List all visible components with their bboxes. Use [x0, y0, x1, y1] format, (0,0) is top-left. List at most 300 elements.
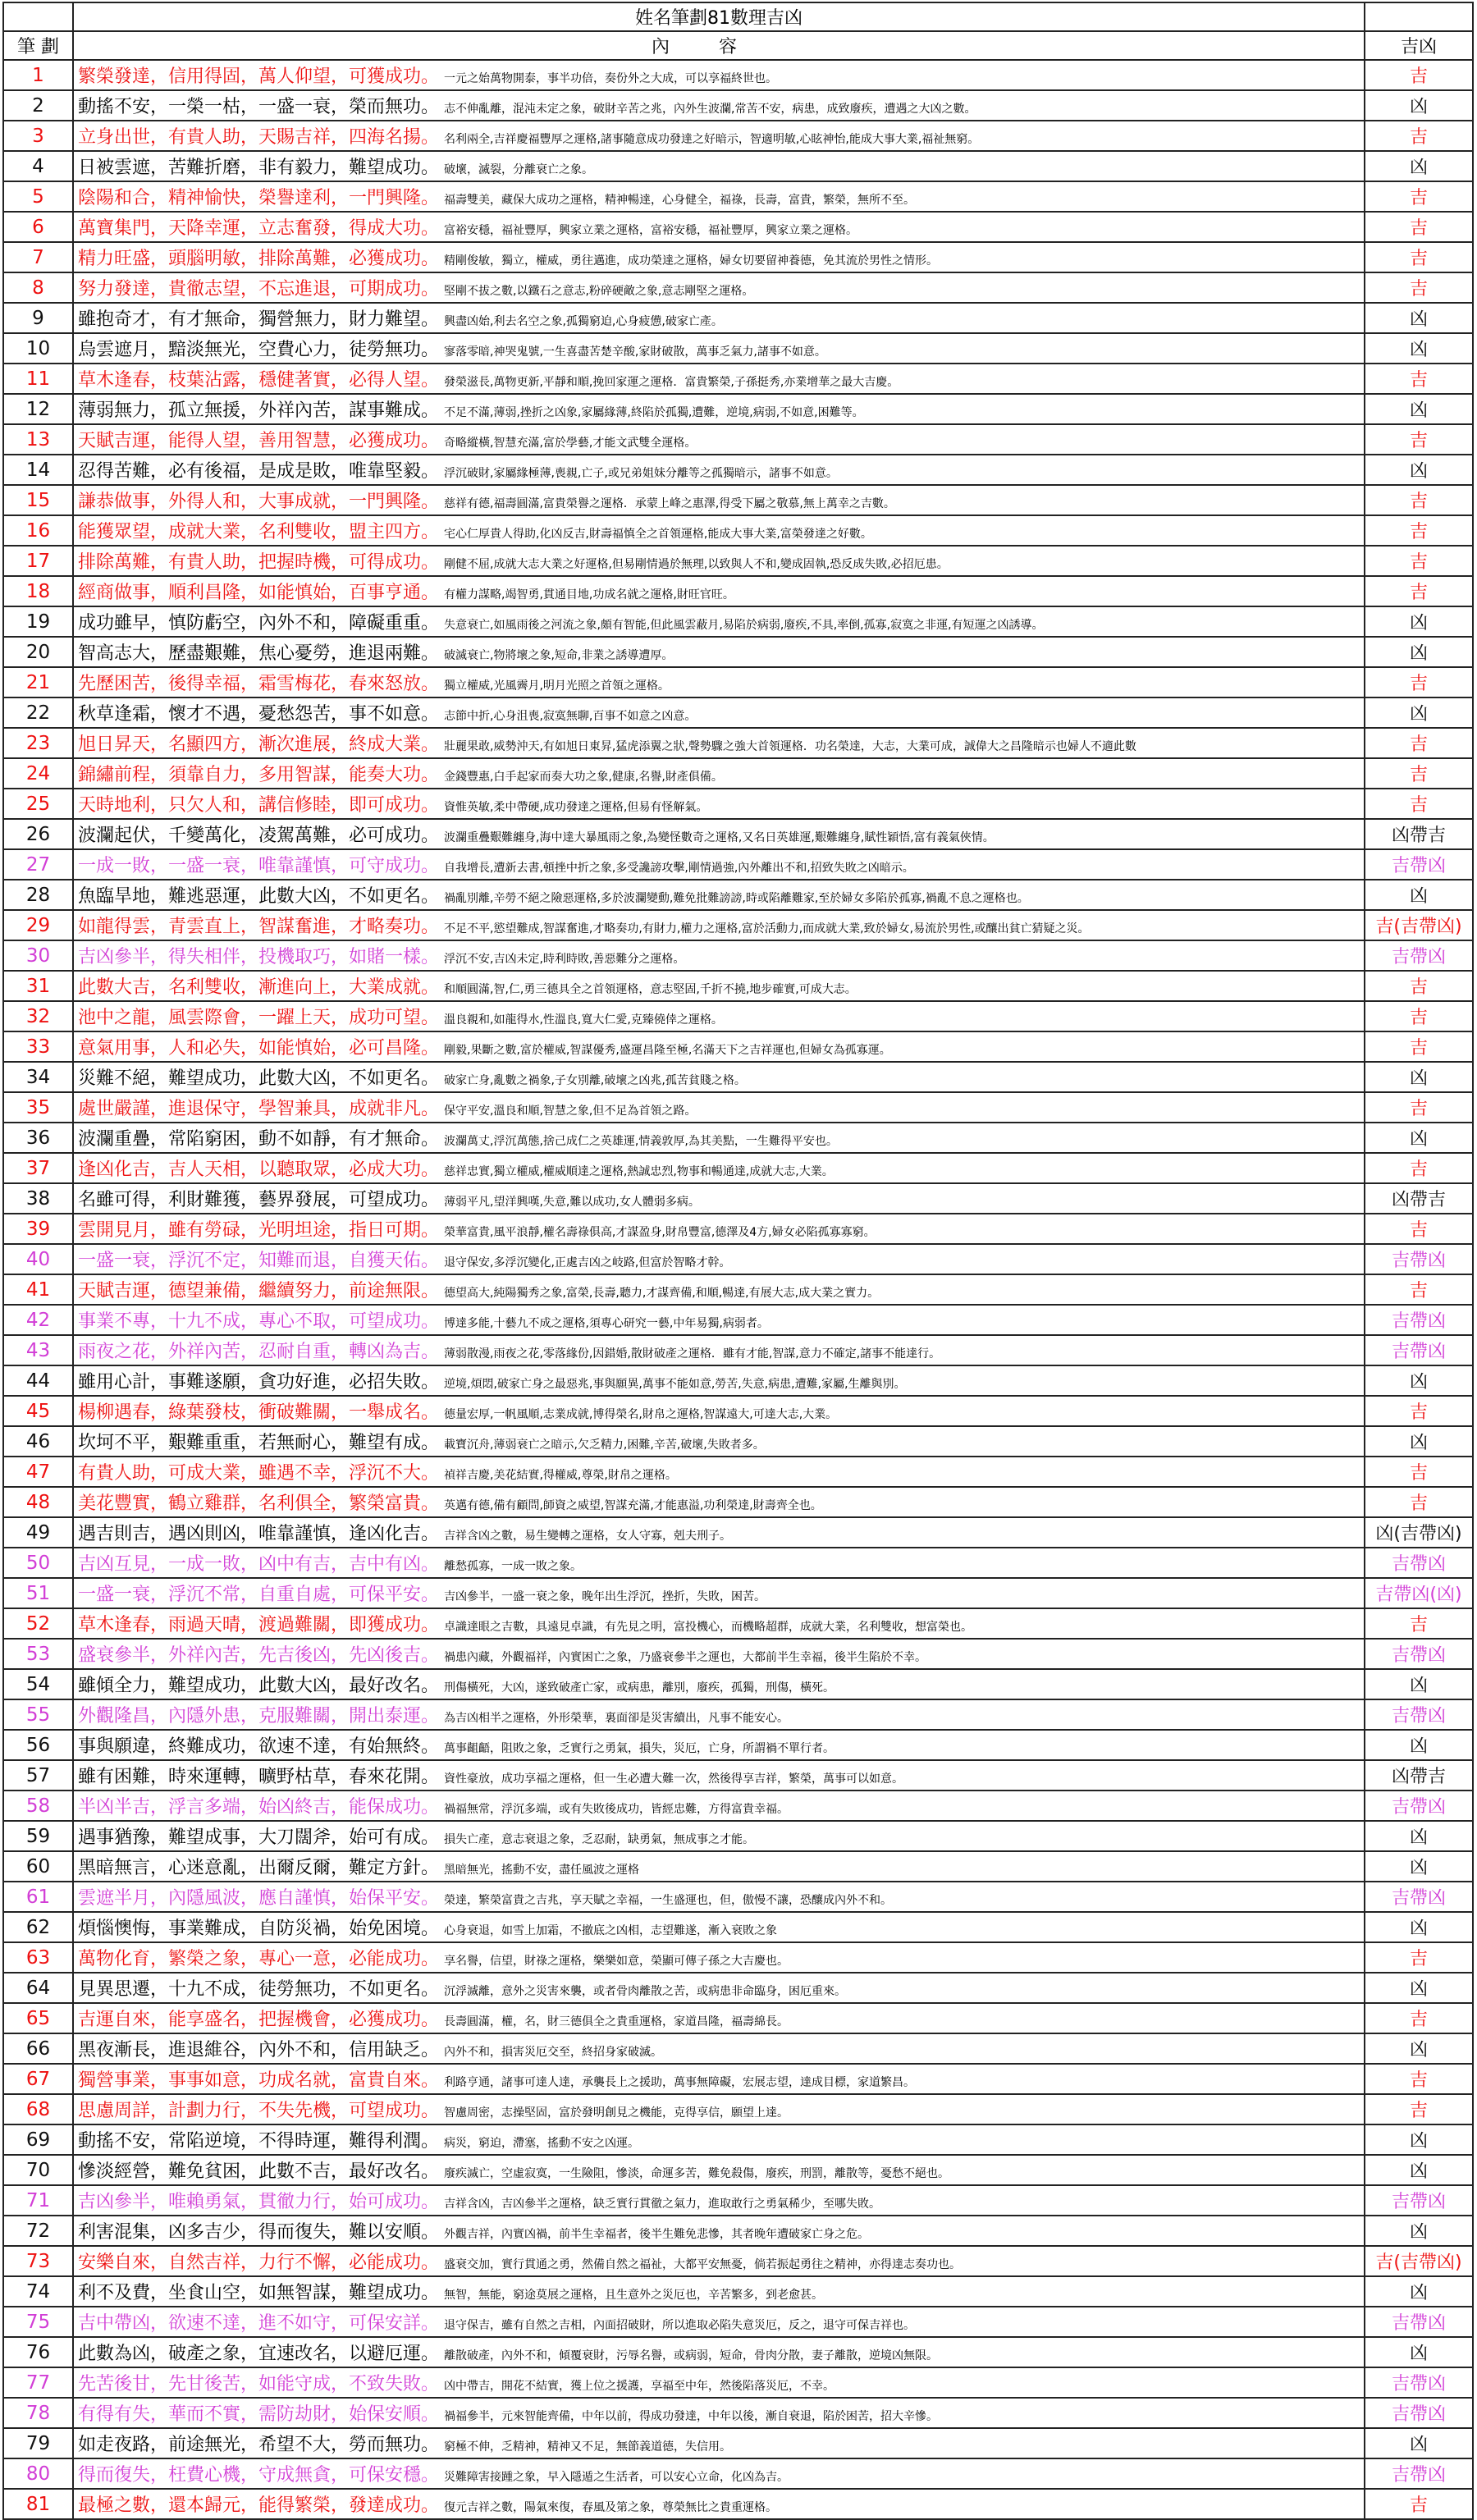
row-result: 凶	[1365, 2216, 1473, 2246]
row-phrase: 此數大吉，名利雙收，漸進向上，大業成就。	[78, 977, 440, 998]
table-row	[3, 1851, 1473, 1882]
row-content	[73, 819, 1365, 849]
row-content	[73, 1214, 1365, 1244]
row-explanation: 有權力謀略,竭智勇,貫通目地,功成名就之運格,財旺官旺。	[444, 588, 734, 601]
row-result: 吉帶凶	[1365, 1791, 1473, 1821]
row-explanation: 利路亨通，諸事可達人達，承襲長上之援助，萬事無障礙，宏展志望，達成目標，家道繁昌。	[444, 2076, 916, 2089]
row-content	[73, 2003, 1365, 2033]
row-number: 18	[3, 576, 73, 606]
row-content	[73, 2246, 1365, 2276]
row-phrase: 雖傾全力，難望成功，此數大凶，最好改名。	[78, 1676, 440, 1696]
row-result: 吉	[1365, 364, 1473, 394]
row-phrase: 有貴人助，可成大業，雖遇不幸，浮沉不大。	[78, 1463, 440, 1484]
table-row	[3, 90, 1473, 121]
row-content	[73, 121, 1365, 151]
row-number: 9	[3, 303, 73, 333]
row-result: 凶	[1365, 1365, 1473, 1396]
row-explanation: 復元吉祥之數，陽氣來復，春風及第之象，尊榮無比之貴重運格。	[444, 2501, 778, 2514]
row-explanation: 壯麗果敢,威勢沖天,有如旭日東昇,猛虎添翼之狀,聲勢驟之強大首領運格．功名榮達，大志，大業可成，誠偉大之昌隆暗示也婦人不適此數	[444, 740, 1136, 753]
row-explanation: 災難障害接踵之象，早入隱遁之生活者，可以安心立命，化凶為吉。	[444, 2471, 789, 2484]
row-content	[73, 272, 1365, 303]
row-result: 吉帶凶	[1365, 1639, 1473, 1669]
table-row	[3, 1639, 1473, 1669]
table-row	[3, 212, 1473, 242]
row-phrase: 吉凶互見，一成一敗，凶中有吉，吉中有凶。	[78, 1554, 440, 1575]
row-phrase: 災難不絕，難望成功，此數大凶，不如更名。	[78, 1068, 440, 1089]
table-row	[3, 1426, 1473, 1457]
row-explanation: 破家亡身,亂數之禍象,子女別離,破壞之凶兆,孤苦貧賤之格。	[444, 1074, 746, 1087]
row-phrase: 黑夜漸長，進退維谷，內外不和，信用缺乏。	[78, 2040, 440, 2060]
row-explanation: 英邁有德,備有顧問,師資之威望,智謀充滿,才能惠溢,功利榮達,財壽齊全也。	[444, 1499, 822, 1512]
row-explanation: 波瀾萬丈,浮沉萬態,捨己成仁之英雄運,情義敦厚,為其美點，一生難得平安也。	[444, 1135, 838, 1148]
table-row	[3, 1457, 1473, 1487]
row-content	[73, 1517, 1365, 1548]
row-number: 12	[3, 394, 73, 424]
table-row	[3, 242, 1473, 272]
row-number: 71	[3, 2185, 73, 2216]
row-content	[73, 1457, 1365, 1487]
row-number: 75	[3, 2307, 73, 2337]
table-row	[3, 1669, 1473, 1699]
row-phrase: 經商做事，順利昌隆，如能慎始，百事亨通。	[78, 583, 440, 603]
row-phrase: 謙恭做事，外得人和，大事成就，一門興隆。	[78, 492, 440, 512]
row-phrase: 黑暗無言，心迷意亂，出爾反爾，難定方針。	[78, 1858, 440, 1878]
row-explanation: 黑暗無光，搖動不安，盡任風波之運格	[444, 1864, 640, 1877]
row-explanation: 內外不和，損害災厄交至，終招身家破滅。	[444, 2046, 663, 2059]
row-explanation: 刑傷橫死，大凶，遂致破產亡家，或病患，離別，廢疾，孤獨，刑傷，橫死。	[444, 1681, 835, 1694]
row-phrase: 煩惱懊悔，事業難成，自防災禍，始免困境。	[78, 1919, 440, 1939]
row-explanation: 自我增長,遭新去書,頓挫中折之象,多受讒謗攻擊,剛情過強,內外離出不和,招致失敗之凶暗示。	[444, 862, 914, 875]
row-explanation: 禎祥吉慶,美花結實,得權威,尊榮,財帛之運格。	[444, 1469, 677, 1482]
row-content	[73, 2094, 1365, 2124]
row-phrase: 吉中帶凶，欲速不達，進不如守，可保安詳。	[78, 2313, 440, 2334]
row-result: 吉	[1365, 1214, 1473, 1244]
row-explanation: 萬事齟齬，阻敗之象，乏實行之勇氣，損失，災厄，亡身，所謂禍不單行者。	[444, 1742, 835, 1755]
column-header-row	[3, 31, 1473, 60]
row-explanation: 浮沉破財,家屬緣極薄,喪親,亡子,或兄弟姐妹分離等之孤獨暗示，諸事不如意。	[444, 467, 838, 480]
row-phrase: 坎坷不平，艱難重重，若無耐心，難望有成。	[78, 1433, 440, 1453]
row-result: 凶	[1365, 1851, 1473, 1882]
table-row	[3, 1912, 1473, 1942]
row-result: 凶	[1365, 1426, 1473, 1457]
table-row	[3, 2033, 1473, 2064]
row-content	[73, 1487, 1365, 1517]
row-explanation: 富裕安穩，福祉豐厚，興家立業之運格，富裕安穩，福祉豐厚，興家立業之運格。	[444, 224, 858, 237]
table-row	[3, 121, 1473, 151]
row-number: 8	[3, 272, 73, 303]
row-content	[73, 1153, 1365, 1183]
row-phrase: 萬物化育，繁榮之象，專心一意，必能成功。	[78, 1949, 440, 1969]
row-number: 69	[3, 2124, 73, 2155]
row-phrase: 利害混集，凶多吉少，得而復失，難以安順。	[78, 2222, 440, 2243]
row-phrase: 波瀾重疊，常陷窮困，動不如靜，有才無命。	[78, 1129, 440, 1150]
row-number: 49	[3, 1517, 73, 1548]
row-content	[73, 394, 1365, 424]
table-row	[3, 819, 1473, 849]
table-row	[3, 1699, 1473, 1730]
row-content	[73, 880, 1365, 910]
row-explanation: 資性豪放，成功享福之運格，但一生必遭大難一次，然後得享吉祥，繁榮，萬事可以如意。	[444, 1772, 904, 1786]
table-row	[3, 1062, 1473, 1092]
row-number: 33	[3, 1031, 73, 1062]
row-number: 26	[3, 819, 73, 849]
table-row	[3, 1791, 1473, 1821]
row-explanation: 慈祥有德,福壽圓滿,富貴榮譽之運格．承蒙上峰之惠澤,得受下屬之敬慕,無上萬幸之吉數。	[444, 497, 895, 510]
row-number: 10	[3, 333, 73, 364]
row-explanation: 逆境,煩悶,破家亡身之最惡兆,事與願異,萬事不能如意,勞苦,失意,病患,遭難,家屬,生離與別。	[444, 1378, 906, 1391]
row-number: 4	[3, 151, 73, 181]
row-result: 凶	[1365, 2033, 1473, 2064]
row-result: 凶(吉帶凶)	[1365, 1517, 1473, 1548]
table-row	[3, 1305, 1473, 1335]
row-content	[73, 971, 1365, 1001]
row-number: 29	[3, 910, 73, 940]
row-phrase: 吉運自來，能享盛名，把握機會，必獲成功。	[78, 2010, 440, 2030]
row-result: 吉	[1365, 758, 1473, 789]
row-number: 66	[3, 2033, 73, 2064]
row-explanation: 廢疾滅亡，空虛寂寞，一生險阻，慘淡，命運多苦，難免殺傷，廢疾，刑罰，離散等，憂愁不絕也。	[444, 2167, 950, 2180]
row-content	[73, 2064, 1365, 2094]
table-row	[3, 910, 1473, 940]
row-number: 3	[3, 121, 73, 151]
row-number: 65	[3, 2003, 73, 2033]
row-explanation: 無智，無能，窮途莫展之運格，且生意外之災厄也，辛苦繁多，到老愈甚。	[444, 2289, 824, 2302]
row-content	[73, 1791, 1365, 1821]
row-result: 吉帶凶	[1365, 1335, 1473, 1365]
row-phrase: 如龍得雲，青雲直上，智謀奮進，才略奏功。	[78, 917, 440, 937]
row-content	[73, 1031, 1365, 1062]
row-result: 凶	[1365, 455, 1473, 485]
table-row	[3, 606, 1473, 637]
row-number: 37	[3, 1153, 73, 1183]
row-result: 吉	[1365, 971, 1473, 1001]
row-phrase: 繁榮發達，信用得固，萬人仰望，可獲成功。	[78, 66, 440, 87]
table-row	[3, 1153, 1473, 1183]
row-content	[73, 546, 1365, 576]
row-number: 44	[3, 1365, 73, 1396]
row-number: 56	[3, 1730, 73, 1760]
row-content	[73, 364, 1365, 394]
table-row	[3, 637, 1473, 667]
row-phrase: 一成一敗，一盛一衰，唯靠謹慎，可守成功。	[78, 856, 440, 876]
row-content	[73, 1365, 1365, 1396]
row-content	[73, 1669, 1365, 1699]
row-result: 吉(吉帶凶)	[1365, 910, 1473, 940]
row-explanation: 發榮滋長,萬物更新,平靜和順,挽回家運之運格．富貴繁榮,子孫挺秀,亦業增華之最大吉慶。	[444, 376, 899, 389]
row-content	[73, 1426, 1365, 1457]
row-result: 凶	[1365, 2428, 1473, 2458]
row-phrase: 此數為凶，破產之象，宜速改名，以避厄運。	[78, 2344, 440, 2364]
table-row	[3, 151, 1473, 181]
row-number: 17	[3, 546, 73, 576]
row-content	[73, 2428, 1365, 2458]
row-explanation: 精剛俊敏，獨立，權威，勇往邁進，成功榮達之運格，婦女切要留神養德，免其流於男性之情形。	[444, 254, 939, 268]
row-content	[73, 2398, 1365, 2428]
row-number: 21	[3, 667, 73, 697]
row-explanation: 資惟英敏,柔中帶硬,成功發達之運格,但易有怪解氣。	[444, 801, 708, 814]
row-phrase: 努力發達，貴徹志望，不忘進退，可期成功。	[78, 279, 440, 300]
table-row	[3, 1730, 1473, 1760]
row-phrase: 思慮周詳，計劃力行，不失先機，可望成功。	[78, 2101, 440, 2121]
row-number: 55	[3, 1699, 73, 1730]
row-result: 吉	[1365, 2003, 1473, 2033]
table-row	[3, 272, 1473, 303]
row-content	[73, 1396, 1365, 1426]
row-phrase: 精力旺盛，頭腦明敏，排除萬難，必獲成功。	[78, 249, 440, 269]
row-number: 32	[3, 1001, 73, 1031]
table-row	[3, 880, 1473, 910]
row-number: 59	[3, 1821, 73, 1851]
row-number: 1	[3, 60, 73, 90]
row-explanation: 禍福無常，浮沉多端，或有失敗後成功，皆經忠難，方得富貴幸福。	[444, 1803, 789, 1816]
row-phrase: 處世嚴謹，進退保守，學智兼具，成就非凡。	[78, 1099, 440, 1119]
table-row	[3, 2003, 1473, 2033]
row-explanation: 志不伸亂離，混沌未定之象，破財辛苦之兆，內外生波瀾,常苦不安，病患，成致廢疾，遭遇之大凶之數。	[444, 103, 976, 116]
row-result: 凶	[1365, 1062, 1473, 1092]
row-number: 73	[3, 2246, 73, 2276]
row-phrase: 遇事猶豫，難望成事，大刀闊斧，始可有成。	[78, 1827, 440, 1848]
row-number: 78	[3, 2398, 73, 2428]
row-result: 吉帶凶	[1365, 1305, 1473, 1335]
row-number: 42	[3, 1305, 73, 1335]
row-result: 凶	[1365, 2337, 1473, 2367]
row-number: 24	[3, 758, 73, 789]
row-content	[73, 60, 1365, 90]
row-explanation: 離散破產，內外不和，傾覆衰財，污辱名譽，或病弱，短命，骨肉分散，妻子離散，逆境凶無限。	[444, 2349, 939, 2362]
row-explanation: 窮極不伸，乏精神，精神又不足，無節義道德，失信用。	[444, 2440, 732, 2454]
row-explanation: 慈祥忠實,獨立權威,權威順達之運格,熱誠忠烈,物事和暢通達,成就大志,大業。	[444, 1165, 834, 1178]
row-explanation: 卓識達眼之吉數，具遠見卓識，有先見之明，富投機心，而機略超群，成就大業，名利雙收，想富榮也。	[444, 1621, 973, 1634]
row-result: 吉	[1365, 2064, 1473, 2094]
row-number: 30	[3, 940, 73, 971]
row-content	[73, 789, 1365, 819]
row-explanation: 禍福參半，元來智能齊備，中年以前，得成功發達，中年以後，漸自衰退，陷於困苦，招大辛慘。	[444, 2410, 939, 2423]
table-row	[3, 2489, 1473, 2519]
row-result: 凶帶吉	[1365, 819, 1473, 849]
row-result: 吉帶凶	[1365, 2185, 1473, 2216]
row-number: 62	[3, 1912, 73, 1942]
row-result: 吉帶凶	[1365, 849, 1473, 880]
table-row	[3, 1031, 1473, 1062]
table-row	[3, 697, 1473, 728]
row-result: 吉	[1365, 485, 1473, 515]
row-number: 80	[3, 2458, 73, 2489]
row-number: 60	[3, 1851, 73, 1882]
row-content	[73, 1305, 1365, 1335]
row-content	[73, 667, 1365, 697]
table-row	[3, 1487, 1473, 1517]
row-content	[73, 1274, 1365, 1305]
row-content	[73, 940, 1365, 971]
table-row	[3, 2064, 1473, 2094]
row-result: 凶	[1365, 606, 1473, 637]
row-content	[73, 181, 1365, 212]
row-explanation: 志節中折,心身沮喪,寂寞無聊,百事不如意之凶意。	[444, 710, 697, 723]
table-row	[3, 1608, 1473, 1639]
row-result: 吉	[1365, 424, 1473, 455]
row-phrase: 楊柳遇春，綠葉發枝，衝破難關，一舉成名。	[78, 1402, 440, 1423]
table-row	[3, 1973, 1473, 2003]
row-content	[73, 1001, 1365, 1031]
row-explanation: 一元之始萬物開泰，事半功倍，奏份外之大成，可以享福終世也。	[444, 72, 778, 85]
row-result: 凶	[1365, 697, 1473, 728]
row-explanation: 長壽圓滿，權，名，財三德俱全之貴重運格，家道昌隆，福壽綿長。	[444, 2015, 789, 2028]
row-content	[73, 2185, 1365, 2216]
row-number: 36	[3, 1123, 73, 1153]
row-content	[73, 1123, 1365, 1153]
row-phrase: 旭日昇天，名顯四方，漸次進展，終成大業。	[78, 734, 440, 755]
row-result: 凶	[1365, 333, 1473, 364]
row-result: 凶	[1365, 1123, 1473, 1153]
row-result: 吉	[1365, 272, 1473, 303]
row-number: 2	[3, 90, 73, 121]
row-number: 20	[3, 637, 73, 667]
table-row	[3, 2458, 1473, 2489]
table-row	[3, 667, 1473, 697]
row-content	[73, 1760, 1365, 1791]
row-phrase: 雨夜之花，外祥內苦，忍耐自重，轉凶為吉。	[78, 1342, 440, 1362]
row-phrase: 雖抱奇才，有才無命，獨營無力，財力難望。	[78, 309, 440, 330]
row-explanation: 吉凶參半，一盛一衰之象，晚年出生浮沉，挫折，失敗，困苦。	[444, 1590, 766, 1603]
row-content	[73, 2307, 1365, 2337]
row-content	[73, 606, 1365, 637]
row-result: 凶	[1365, 1821, 1473, 1851]
row-result: 凶	[1365, 2276, 1473, 2307]
table-row	[3, 1578, 1473, 1608]
row-phrase: 吉凶參半，唯賴勇氣，貫徹力行，始可成功。	[78, 2192, 440, 2212]
table-row	[3, 2246, 1473, 2276]
row-content	[73, 2489, 1365, 2519]
row-phrase: 池中之龍，風雲際會，一躍上天，成功可望。	[78, 1008, 440, 1028]
table-title: 姓名筆劃81數理吉凶	[73, 2, 1365, 31]
row-number: 7	[3, 242, 73, 272]
row-phrase: 有得有失，華而不實，需防劫財，始保安順。	[78, 2404, 440, 2425]
row-phrase: 意氣用事，人和必失，如能慎始，必可昌隆。	[78, 1038, 440, 1059]
row-phrase: 最極之數，還本歸元，能得繁榮，發達成功。	[78, 2495, 440, 2516]
row-content	[73, 1092, 1365, 1123]
row-content	[73, 485, 1365, 515]
row-content	[73, 2337, 1365, 2367]
table-row	[3, 2124, 1473, 2155]
row-explanation: 薄弱散漫,雨夜之花,零落緣份,因錯婚,散財破產之運格．雖有才能,智謀,意力不確定,諸事不能達行。	[444, 1347, 941, 1361]
row-result: 吉	[1365, 728, 1473, 758]
table-row	[3, 1942, 1473, 1973]
row-number: 15	[3, 485, 73, 515]
row-result: 吉	[1365, 576, 1473, 606]
table-row	[3, 1548, 1473, 1578]
row-phrase: 半凶半吉，浮言多端，始凶終吉，能保成功。	[78, 1797, 440, 1818]
row-explanation: 吉祥含凶之數，易生變轉之運格，女人守寡，剋夫刑子。	[444, 1530, 732, 1543]
row-number: 63	[3, 1942, 73, 1973]
row-number: 45	[3, 1396, 73, 1426]
row-number: 28	[3, 880, 73, 910]
row-explanation: 禍患內藏，外觀福祥，內實困亡之象，乃盛衰參半之運也，大都前半生幸福，後半生陷於不幸。	[444, 1651, 927, 1664]
row-content	[73, 637, 1365, 667]
row-phrase: 事業不專，十九不成，專心不取，可望成功。	[78, 1311, 440, 1332]
row-result: 吉	[1365, 1396, 1473, 1426]
row-number: 14	[3, 455, 73, 485]
row-phrase: 遇吉則吉，遇凶則凶，唯靠謹慎，逢凶化吉。	[78, 1524, 440, 1544]
row-explanation: 離愁孤寡，一成一敗之象。	[444, 1560, 583, 1573]
row-phrase: 日被雲遮，苦難折磨，非有毅力，難望成功。	[78, 158, 440, 178]
row-result: 吉	[1365, 121, 1473, 151]
row-result: 吉	[1365, 546, 1473, 576]
row-content	[73, 1062, 1365, 1092]
row-number: 23	[3, 728, 73, 758]
row-explanation: 為吉凶相半之運格，外形榮華，裏面卻是災害續出，凡事不能安心。	[444, 1712, 789, 1725]
row-explanation: 德量宏厚,一帆風順,志業成就,博得榮名,財帛之運格,智謀遠大,可達大志,大業。	[444, 1408, 838, 1421]
row-explanation: 和順圓滿,智,仁,勇三德具全之首領運格，意志堅固,千折不撓,地步確實,可成大志。	[444, 983, 857, 996]
row-content	[73, 697, 1365, 728]
row-content	[73, 1973, 1365, 2003]
header-content: 內容	[73, 31, 1365, 60]
row-phrase: 吉凶參半，得失相伴，投機取巧，如賭一樣。	[78, 947, 440, 967]
row-result: 吉	[1365, 242, 1473, 272]
row-content	[73, 1730, 1365, 1760]
row-explanation: 退守保安,多浮沉變化,正處吉凶之岐路,但富於智略才幹。	[444, 1256, 731, 1269]
row-phrase: 逢凶化吉，吉人天相，以聽取眾，必成大功。	[78, 1159, 440, 1180]
row-phrase: 利不及費，坐食山空，如無智謀，難望成功。	[78, 2283, 440, 2303]
table-row	[3, 971, 1473, 1001]
row-number: 22	[3, 697, 73, 728]
row-content	[73, 1699, 1365, 1730]
row-explanation: 奇略縱橫,智慧充滿,富於學藝,才能文武雙全運格。	[444, 437, 697, 450]
row-result: 吉	[1365, 2094, 1473, 2124]
row-phrase: 雖用心計，事難遂願，貪功好進，必招失敗。	[78, 1372, 440, 1393]
row-explanation: 薄弱平凡,望洋興嘆,失意,難以成功,女人體弱多病。	[444, 1196, 700, 1209]
row-content	[73, 1548, 1365, 1578]
row-explanation: 波瀾重疊艱難纏身,海中達大暴風雨之象,為變怪數奇之運格,又名日英雄運,艱難纏身,賦性穎悟,富有義氣俠情。	[444, 831, 995, 844]
row-number: 41	[3, 1274, 73, 1305]
row-phrase: 秋草逢霜，懷才不遇，憂愁怨苦，事不如意。	[78, 704, 440, 725]
row-result: 吉帶凶	[1365, 2458, 1473, 2489]
row-number: 76	[3, 2337, 73, 2367]
row-content	[73, 1335, 1365, 1365]
row-result: 吉	[1365, 789, 1473, 819]
table-row	[3, 728, 1473, 758]
table-row	[3, 1335, 1473, 1365]
row-result: 凶	[1365, 303, 1473, 333]
row-content	[73, 1851, 1365, 1882]
row-phrase: 排除萬難，有貴人助，把握時機，可得成功。	[78, 552, 440, 573]
row-explanation: 博達多能,十藝九不成之運格,須專心研究一藝,中年易獨,病弱者。	[444, 1317, 769, 1330]
row-phrase: 烏雲遮月，黯淡無光，空費心力，徒勞無功。	[78, 340, 440, 360]
table-row	[3, 789, 1473, 819]
row-phrase: 名雖可得，利財難獲，藝界發展，可望成功。	[78, 1190, 440, 1210]
row-content	[73, 1608, 1365, 1639]
table-row	[3, 515, 1473, 546]
row-content	[73, 2124, 1365, 2155]
row-result: 凶帶吉	[1365, 1183, 1473, 1214]
row-number: 39	[3, 1214, 73, 1244]
header-blank	[3, 2, 73, 31]
row-content	[73, 849, 1365, 880]
row-result: 吉	[1365, 1092, 1473, 1123]
row-explanation: 保守平安,溫良和順,智慧之象,但不足為首領之路。	[444, 1105, 697, 1118]
row-content	[73, 2033, 1365, 2064]
row-result: 吉帶凶	[1365, 2307, 1473, 2337]
row-explanation: 剛毅,果斷之數,富於權威,智謀優秀,盛運昌隆至極,名滿天下之吉祥運也,但婦女為孤寡運。	[444, 1044, 891, 1057]
table-body	[3, 60, 1473, 2519]
row-content	[73, 1942, 1365, 1973]
row-content	[73, 1639, 1365, 1669]
row-content	[73, 1578, 1365, 1608]
row-phrase: 天賦吉運，能得人望，善用智慧，必獲成功。	[78, 431, 440, 451]
row-result: 吉帶凶	[1365, 1882, 1473, 1912]
row-explanation: 智慮周密，志操堅固，富於發明創見之機能，克得享信，願望上達。	[444, 2106, 789, 2120]
row-phrase: 智高志大，歷盡艱難，焦心憂勞，進退兩難。	[78, 643, 440, 664]
row-number: 57	[3, 1760, 73, 1791]
